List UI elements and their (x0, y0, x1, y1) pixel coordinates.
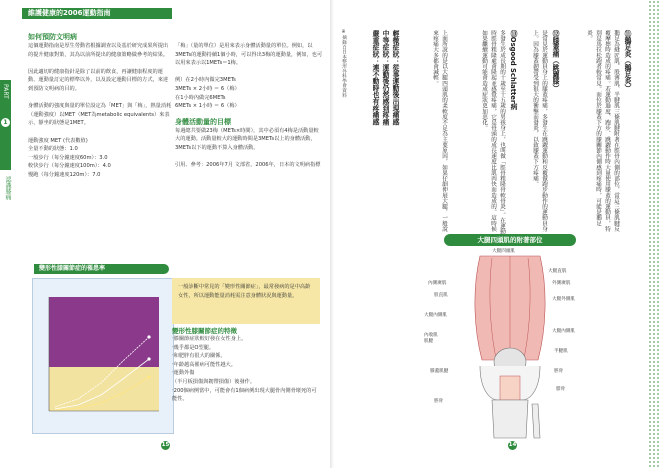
label-rectus-femoris-right: 大腿直肌 (548, 269, 567, 274)
figure-description-box (172, 278, 320, 324)
label-inner-thigh-left: 大腿內側肌 (424, 313, 447, 318)
intro-title: 如何預防文明病 (28, 33, 77, 41)
activity-text: 每週總共要做23梅（METs×時間），其中必須有4梅是活動量較大的運動。活動量較大的運動時間是3METs以上的身體活動，3METs以下的運動不算入身體活動。 引用、參考：2006年7月 文部省，2006年，日本的文明病指標 (175, 127, 321, 169)
section-header: 維護健康的2006運動指南 (22, 8, 172, 19)
intro-text: 這個運動指南是厚生勞動省根據調查以及基於研究成果所提出的提升健康對策，其為以前所提出的健康策略做參考的結果。 因此適切的健康指針是除了以前的飲食，再讓健康程度的運動、運動量訂定的標準以外，以及設定運動目標的方式，來達到預防文明病的目的。 身體活動的強度與量的單位設定為「MET」與「梅」，熱量消耗（運動強度）以MET（MET為metabolic equivalents）來表示，靜坐的狀態是1MET。 運動強度 MET (代表數值) 全量不動的狀態：1.0 一般步行（每分鐘速度60m）：3.0 較快步行（每分鐘速度100m）：4.0 慢跑（每分鐘速度120m）：7.0 (28, 43, 172, 178)
label-rectus-femoris-left: 股直肌 (434, 293, 448, 298)
page-number-left: 15 (161, 442, 170, 448)
osgood-text: 多發生於成長期的十歲至十五歲的男孩身上，也叫做「脛骨粗隆骨軟骨炎」。在運動時脛骨粗隆處會隆起並感覺疼痛，它是骨頭的成長速度比肌肉快而造成的。這時候如果繼續運動可能會造成症狀更加惡化。 (481, 30, 505, 235)
col-jumpers-knee (520, 30, 560, 235)
activity-title: 身體活動量的目標 (175, 117, 231, 126)
activity-column (175, 42, 323, 170)
knee-diagram (420, 250, 600, 440)
prevalence-chart (33, 279, 173, 433)
label-tibia-left: 脛骨 (434, 399, 444, 404)
severity-list: 輕微症狀：從事運動後出現痛感 中等症狀：運動後仍然感到疼痛 嚴重症狀：連不動時也有疼痛感 (371, 30, 399, 126)
decorative-dot-border (648, 0, 660, 468)
jumpers-knee-text: 是常見於運動員身上的膝蓋疼痛，多發生在跳躍運動和反覆做跑步動作的運動員身上。因為膝蓋韌帶受到很大的衝擊而發炎，以致膝蓋下方疼痛。 (532, 30, 547, 232)
knee-diagram-title: 大腿四頭肌的附著部位 (444, 234, 576, 246)
jumpers-knee-heading: ⑫膝蓋痛（跳躍膝） (551, 30, 559, 92)
col-osgood (450, 30, 518, 235)
label-fibula: 腓骨 (556, 387, 566, 392)
label-vastus-medialis: 內側廣肌 (428, 281, 447, 286)
feature-list: ‧膝關節症狀較好發在女性身上。 ‧幾乎都是O型腿。 ‧和肥胖有很大的關係。 ‧年齡越高罹病可能性越大。 ‧運動外傷 （半月板損傷與韌帶損傷）後發作。 ‧200個病例當中，可能會有1個病例出現大腿骨內側骨壞死的可能性。 (172, 336, 317, 403)
label-semitendinosus: 半腱肌 (554, 349, 568, 354)
units-text: 「梅」（量的單位）是用來表示身體活動量的單位。例如，以3METs的運動持續1個小時，可以得出3梅的運動量，例如，也可以用來表示以1METs＝1梅。 例）在2小時內做完3METs 3METs × 2小時 ＝ 6（梅） 在1小時內做完6METs 6METs × 1小時 ＝ 6（梅） (175, 43, 323, 110)
label-quadriceps: 大腿四頭肌 (492, 249, 515, 254)
pes-anserinus-text: 鵝足為縫匠肌、股薄肌、半腱肌三條肌腱附著在脛骨內側的部位，當這三條肌腱反覆摩擦時造成的疼痛。若運動過度、跑步、跳躍動作時大量使用膝蓋的運動員，特別是馬拉松跑者較常見。而位於膝蓋下方的膝關節內側感到疼痛時，可能是鵝足炎。 (586, 30, 619, 232)
knee-anatomy-illustration (420, 250, 600, 440)
part-number: 1 (1, 118, 10, 127)
figure-tag: 變形性膝關節症的罹患率 (34, 264, 169, 274)
intro-column (28, 32, 173, 260)
chapter-side-label: 認識膝痛 (4, 176, 11, 200)
prevalence-figure (32, 278, 174, 434)
label-vastus-lateralis: 外側廣肌 (552, 281, 571, 286)
label-inner-thigh-right: 大腿內側肌 (552, 329, 575, 334)
osgood-heading: ⑬Osgood Schlatter病 (509, 30, 517, 110)
figure-description: 一般診斷中常見的「變形性關節症」，最常發病的是中高齡女性，所以運動能量消耗需注意身體狀況與運動量。 (178, 284, 311, 299)
causes-text: 上面所說的是以大腿四頭肌的柔軟度不足為主要原因，如果仔細伸展大腿，一般說來疼痛大多都會減輕。 (432, 30, 447, 232)
label-tibia-right: 脛骨 (554, 369, 564, 374)
label-adductor-tendon: 內收肌 肌腱 (424, 333, 438, 344)
footnote: ※摘錄自日本整形外科學會資料 (341, 30, 346, 98)
part-label: PART (2, 84, 9, 99)
label-outer-thigh: 大腿外側肌 (552, 297, 575, 302)
pes-anserinus-heading: ⑪鵝足炎（鵝足炎） (623, 30, 631, 92)
feature-title: 變形性膝關節症的特徵 (172, 327, 237, 335)
feature-block (172, 326, 320, 404)
label-patellar-tendon: 膝蓋肌腱 (430, 369, 449, 374)
col-causes (408, 30, 448, 235)
col-pes-anserinus (560, 30, 632, 235)
page-gutter (330, 0, 334, 468)
page-number-right: 14 (508, 442, 517, 448)
